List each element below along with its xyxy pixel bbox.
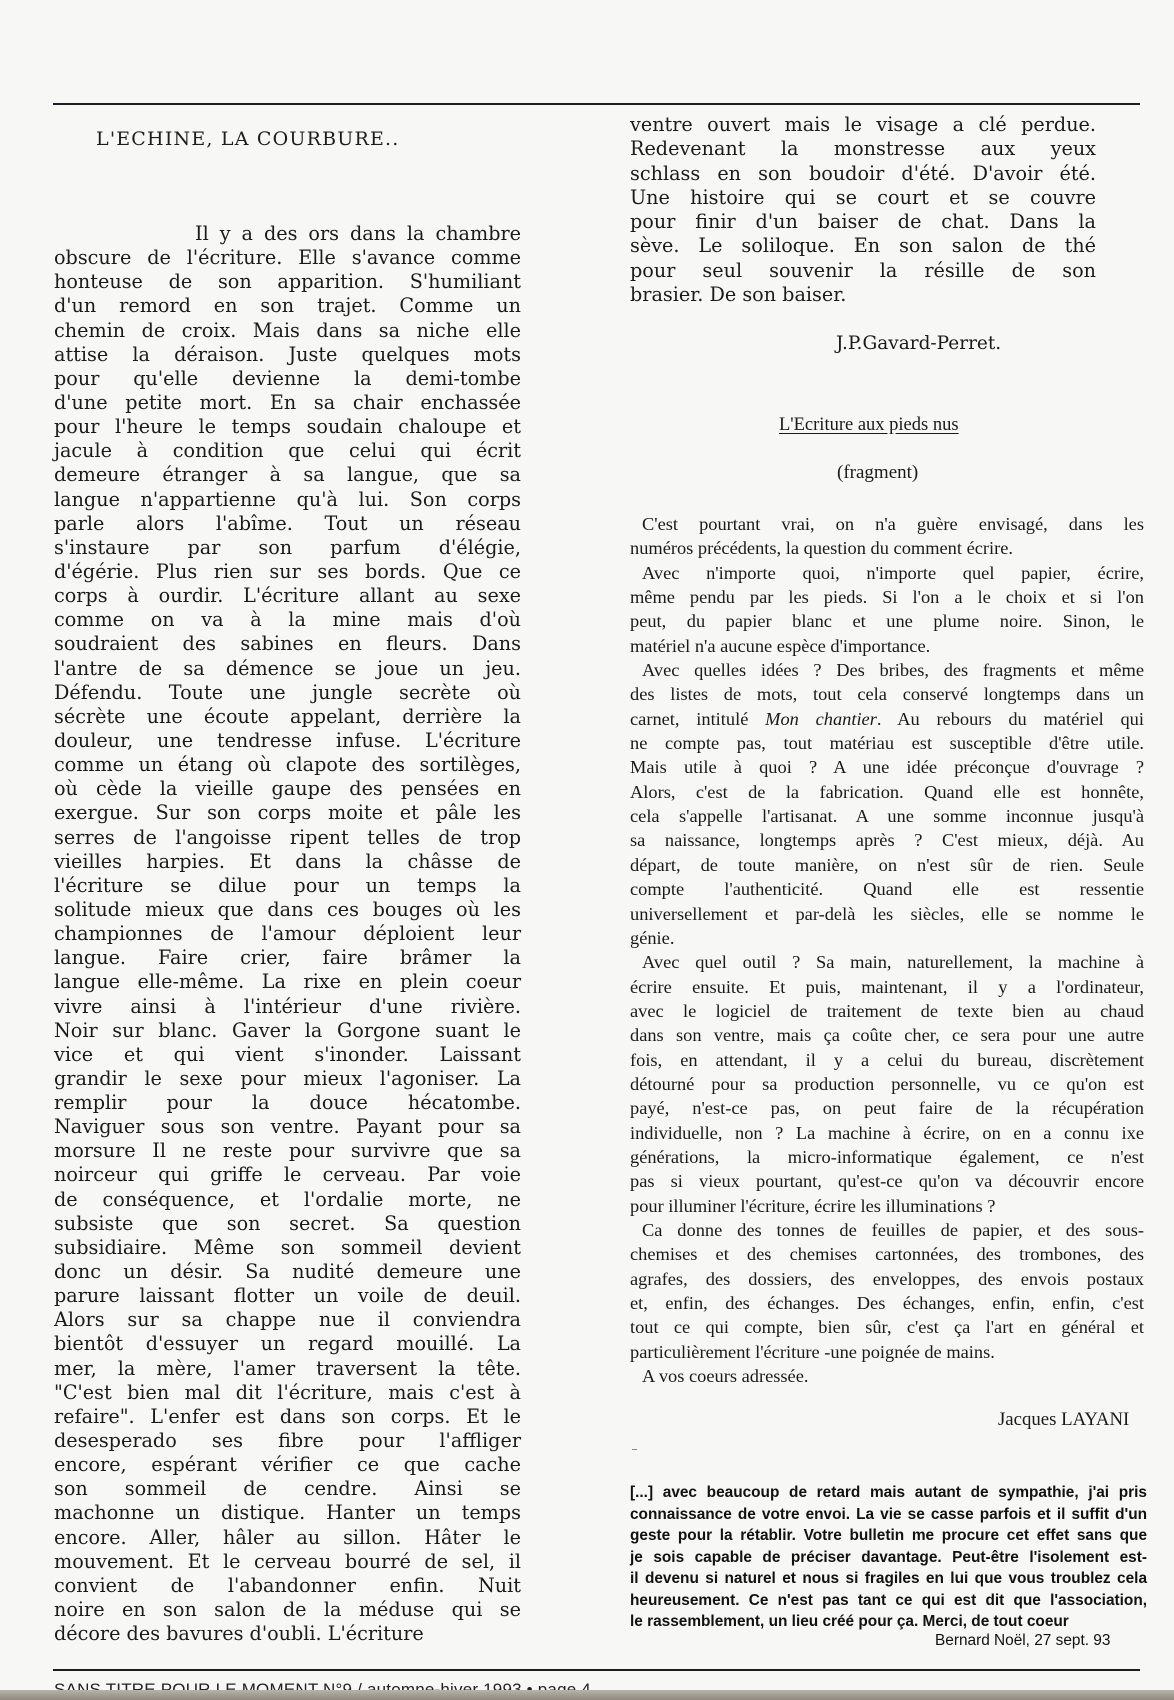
text-line: payé, n'est-ce pas, on peut faire de la récupération	[630, 1098, 1144, 1119]
text-line: même pendu par les pieds. Si l'on a le choix et si l'on	[630, 587, 1144, 608]
text-line: comme un étang où clapote des sortilèges,	[54, 753, 521, 777]
scan-edge-shadow	[0, 1690, 1174, 1700]
text-line: de conséquence, et l'ordalie morte, ne	[54, 1187, 521, 1211]
small-dash-mark	[632, 1449, 637, 1450]
text-line: génie.	[630, 927, 675, 948]
text-line: où cède la vieille gaupe des pensées en	[54, 777, 521, 801]
text-line: Avec n'importe quoi, n'importe quel papier, écrire,	[642, 562, 1144, 583]
text-line: départ, de toute manière, on n'est sûr de rien. Seule	[630, 854, 1144, 875]
signature-layani: Jacques LAYANI	[998, 1409, 1130, 1430]
text-line: pour l'heure le temps soudain chaloupe et	[54, 415, 521, 439]
text-line: d'une petite mort. En sa chair enchassée	[54, 390, 521, 414]
text-line: remplir pour la douce hécatombe.	[54, 1091, 521, 1115]
text-line: Défendu. Toute une jungle secrète où	[54, 680, 521, 704]
italic-title: Mon chantier	[765, 708, 877, 729]
text-line: matériel n'a aucune espèce d'importance.	[630, 635, 931, 656]
text-line: mer, la mère, l'amer traversent la tête.	[54, 1356, 521, 1380]
bottom-rule-divider	[53, 1669, 1140, 1671]
text-line: compte l'authenticité. Quand elle est ressentie	[630, 879, 1144, 900]
text-line: dans son ventre, mais ça coûte cher, ce sera pour une autre	[630, 1025, 1144, 1046]
text-line: langue n'appartienne qu'à lui. Son corps	[54, 487, 521, 511]
text-line: son sommeil de cendre. Ainsi se	[54, 1477, 521, 1501]
text-line: vieilles harpies. Et dans la châsse de	[54, 849, 521, 873]
text-line: serres de l'angoisse ripent telles de trop	[54, 825, 521, 849]
text-line: carnet, intitulé Mon chantier. Au rebours du matériel qui	[630, 708, 1144, 729]
text-line: chemises et des chemises cartonnées, des trombones, des	[630, 1244, 1144, 1265]
text-line: [...] avec beaucoup de retard mais autant de sympathie, j'ai pris	[630, 1484, 1147, 1501]
text-line: subsiste que son secret. Sa question	[54, 1211, 521, 1235]
left-article-body	[54, 222, 521, 1646]
text-line: il devenu si naturel et nous si fragiles en lui que vous troublez cela	[630, 1570, 1147, 1587]
text-line: donc un désir. Sa nudité demeure une	[54, 1260, 521, 1284]
text-line: vice et qui vient s'inonder. Laissant	[54, 1042, 521, 1066]
text-line: avec le logiciel de traitement de texte bien au chaud	[630, 1000, 1144, 1021]
text-line: pour qu'elle devienne la demi-tombe	[54, 366, 521, 390]
text-line: championnes de l'amour déploient leur	[54, 922, 521, 946]
text-line: écrire ensuite. Et puis, maintenant, il y a l'ordinateur,	[630, 976, 1144, 997]
text-line: honteuse de son apparition. S'humiliant	[54, 270, 521, 294]
text-line: ventre ouvert mais le visage a clé perdue.	[630, 113, 1096, 136]
text-line: noire en son salon de la méduse qui se	[54, 1598, 521, 1622]
text-line: sève. Le soliloque. En son salon de thé	[630, 234, 1096, 258]
right-article-title: L'Ecriture aux pieds nus	[779, 415, 959, 435]
text-line: des listes de mots, tout cela conservé longtemps dans un	[630, 684, 1144, 705]
text-line: s'instaure par son parfum d'élégie,	[54, 535, 521, 559]
text-line: parle alors l'abîme. Tout un réseau	[54, 511, 521, 535]
text-line: Mais utile à quoi ? A une idée préconçue d'ouvrage ?	[630, 757, 1144, 778]
text-line: l'antre de sa démence se joue un jeu.	[54, 656, 521, 680]
text-line: pas si vieux pourtant, qu'est-ce qu'on va découvrir encore	[630, 1171, 1144, 1192]
text-line: Noir sur blanc. Gaver la Gorgone suant le	[54, 1018, 521, 1042]
text-line: pour seul souvenir la résille de son	[630, 258, 1096, 282]
text-line: corps à ourdir. L'écriture allant au sexe	[54, 584, 521, 608]
text-line: parure laissant flotter un voile de deuil.	[54, 1284, 521, 1308]
text-line: et, enfin, des échanges. Des échanges, enfin, enfin, c'est	[630, 1293, 1144, 1313]
text-line: obscure de l'écriture. Elle s'avance comme	[54, 246, 521, 270]
text-line: individuelle, non ? La machine à écrire, on en a connu ixe	[630, 1122, 1144, 1143]
right-continuation-body	[630, 113, 1096, 307]
text-line: connaissance de votre envoi. La vie se casse parfois et il suffit d'un	[630, 1505, 1147, 1523]
text-line: soudraient des sabines en fleurs. Dans	[54, 632, 521, 656]
left-article-title: L'ECHINE, LA COURBURE..	[96, 128, 400, 150]
text-line: langue elle-même. La rixe en plein coeur	[54, 970, 521, 994]
text-line: grandir le sexe pour mieux l'agoniser. La	[54, 1066, 521, 1090]
text-line: détourné pour sa production personnelle, vu ce qu'on est	[630, 1073, 1144, 1094]
text-line: fois, en attendant, il y a celui du bureau, discrètement	[630, 1049, 1144, 1070]
text-line: décore des bavures d'oubli. L'écriture	[54, 1622, 424, 1646]
text-line: Ca donne des tonnes de feuilles de papier, et des sous-	[642, 1219, 1144, 1240]
signature-gavard-perret: J.P.Gavard-Perret.	[836, 333, 1002, 354]
letter-signature: Bernard Noël, 27 sept. 93	[935, 1632, 1111, 1649]
text-line: je sois capable de préciser davantage. Peut-être l'isolement est-	[630, 1548, 1147, 1566]
text-line: langue. Faire crier, faire brâmer la	[54, 946, 521, 970]
text-line: sa naissance, longtemps après ? C'est mieux, déjà. Au	[630, 830, 1144, 851]
text-line: heureusement. Ce n'est pas tant ce qui est dit que l'association,	[630, 1591, 1147, 1609]
text-line: pour finir d'un baiser de chat. Dans la	[630, 210, 1096, 234]
text-line: comme on va à la mine mais d'où	[54, 608, 521, 632]
text-line: agrafes, des dossiers, des enveloppes, des envois postaux	[630, 1268, 1144, 1289]
text-line: douleur, une tendresse infuse. L'écriture	[54, 728, 521, 752]
text-line: solitude mieux que dans ces bouges où les	[54, 897, 521, 921]
text-line: pour illuminer l'écriture, écrire les illuminations ?	[630, 1195, 996, 1216]
text-line: Redevenant la monstresse aux yeux	[630, 137, 1096, 161]
text-line: cela s'appelle l'artisanat. A une somme inconnue jusqu'à	[630, 806, 1144, 827]
text-line: exergue. Sur son corps moite et pâle les	[54, 801, 521, 825]
right-article-body	[630, 512, 1144, 1388]
text-line: morsure Il ne reste pour survivre que sa	[54, 1139, 521, 1163]
text-line: subsidiaire. Même son sommeil devient	[54, 1235, 521, 1259]
text-line: refaire". L'enfer est dans son corps. Et le	[54, 1404, 521, 1428]
text-line: jacule à condition que celui qui écrit	[54, 439, 521, 463]
text-line: tout ce qui compte, bien sûr, c'est ça l'art en général et	[630, 1317, 1144, 1338]
text-line: chemin de croix. Mais dans sa niche elle	[54, 318, 521, 342]
text-line: Alors sur sa chappe nue il conviendra	[54, 1308, 521, 1332]
text-line: Une histoire qui se court et se couvre	[630, 185, 1096, 209]
text-line: noirceur qui griffe le cerveau. Par voie	[54, 1163, 521, 1187]
text-line: "C'est bien mal dit l'écriture, mais c'est à	[54, 1380, 521, 1404]
text-line: A vos coeurs adressée.	[642, 1366, 809, 1387]
text-line: universellement et par-delà les siècles, elle se nomme le	[630, 903, 1144, 924]
text-line: ne compte pas, tout matériau est susceptible d'être utile.	[630, 733, 1144, 754]
text-line: convient de l'abandonner enfin. Nuit	[54, 1573, 521, 1597]
text-line: d'égérie. Plus rien sur ses bords. Que ce	[54, 559, 521, 583]
right-article-subtitle: (fragment)	[837, 462, 919, 483]
text-line: le rassemblement, un lieu créé pour ça. Merci, de tout coeur	[630, 1613, 1069, 1630]
text-line: Avec quelles idées ? Des bribes, des fragments et même	[642, 660, 1144, 681]
text-line: Naviguer sous son ventre. Payant pour sa	[54, 1115, 521, 1139]
text-line: C'est pourtant vrai, on n'a guère envisagé, dans les	[642, 514, 1144, 534]
text-line: Il y a des ors dans la chambre	[195, 222, 521, 245]
text-line: bientôt d'essuyer un regard mouillé. La	[54, 1332, 521, 1356]
text-line: vivre ainsi à l'intérieur d'une rivière.	[54, 994, 521, 1018]
text-line: encore. Aller, hâler au sillon. Hâter le	[54, 1525, 521, 1549]
text-line: mouvement. Et le cerveau bourré de sel, il	[54, 1549, 521, 1573]
text-line: peut, du papier blanc et une plume noire. Sinon, le	[630, 611, 1144, 632]
text-line: attise la déraison. Juste quelques mots	[54, 342, 521, 366]
text-line: numéros précédents, la question du comment écrire.	[630, 538, 1014, 559]
text-line: geste pour la rétablir. Votre bulletin me procure cet effet sans que	[630, 1527, 1147, 1544]
top-rule-divider	[53, 103, 1140, 105]
text-line: machonne un distique. Hanter un temps	[54, 1501, 521, 1525]
text-line: sécrète une écoute appelant, derrière la	[54, 704, 521, 728]
letter-excerpt	[630, 1482, 1147, 1633]
text-line: l'écriture se dilue pour un temps la	[54, 873, 521, 897]
text-line: Alors, c'est de la fabrication. Quand elle est honnête,	[630, 781, 1144, 802]
text-line: particulièrement l'écriture -une poignée de mains.	[630, 1341, 995, 1362]
text-line: desesperado ses fibre pour l'affliger	[54, 1429, 521, 1453]
text-line: générations, la micro-informatique également, ce n'est	[630, 1146, 1144, 1167]
text-line: encore, espérant vérifier ce que cache	[54, 1453, 521, 1477]
text-line: Avec quel outil ? Sa main, naturellement, la machine à	[642, 952, 1144, 973]
text-line: d'un remord en son trajet. Comme un	[54, 294, 521, 318]
text-line: brasier. De son baiser.	[630, 283, 847, 307]
text-line: demeure étranger à sa langue, que sa	[54, 463, 521, 487]
text-line: schlass en son boudoir d'été. D'avoir été.	[630, 161, 1096, 185]
